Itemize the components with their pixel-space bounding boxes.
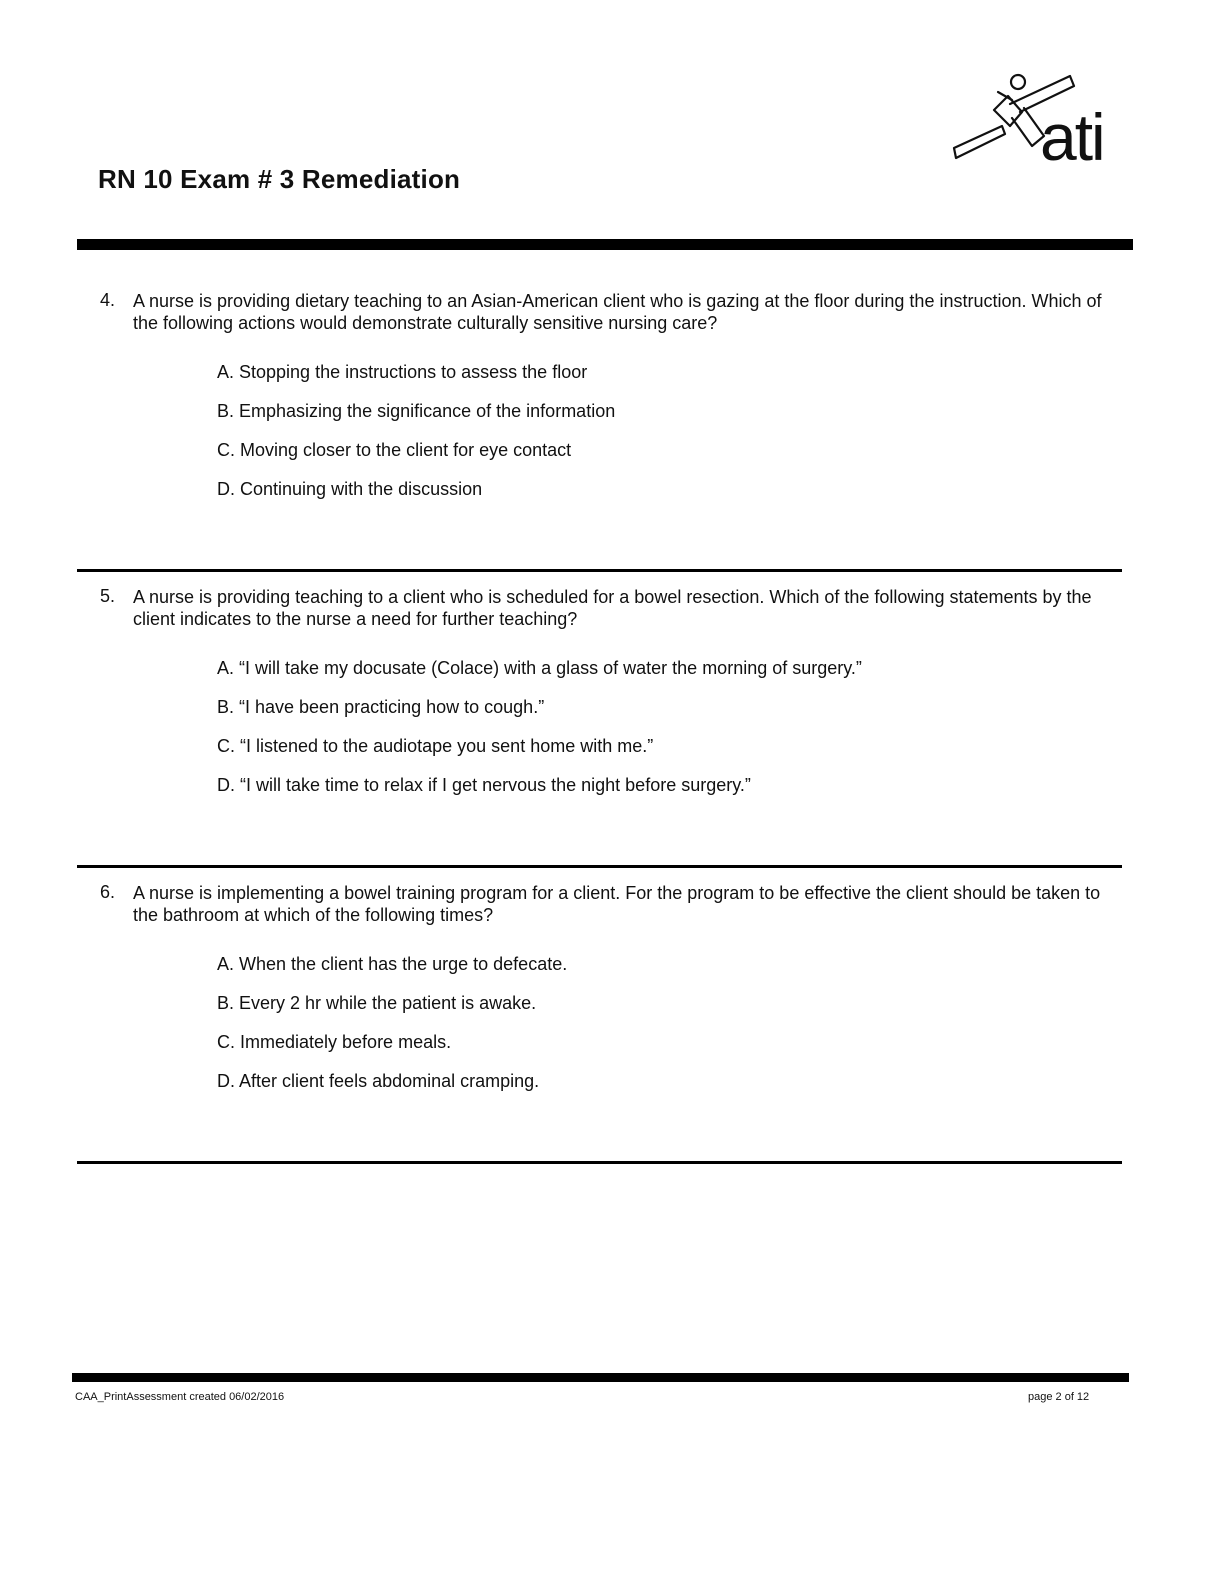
question-text: A nurse is providing teaching to a client who is scheduled for a bowel resection. Which of the following statements by the client indicates to the nurse a need for further teaching? — [133, 587, 1092, 629]
question-text: A nurse is providing dietary teaching to an Asian-American client who is gazing at the floor during the instruction. Which of the following actions would demonstrate culturally sensitive nursing care? — [133, 291, 1102, 333]
option-c: C. Moving closer to the client for eye contact — [217, 440, 572, 460]
question-number: 6. — [100, 882, 116, 902]
question-5 — [100, 586, 1110, 813]
ati-logo-text: ati — [1040, 100, 1104, 174]
question-number: 5. — [100, 586, 116, 606]
footer-divider — [72, 1373, 1129, 1382]
answer-options — [217, 657, 1110, 813]
option-a: A. Stopping the instructions to assess the floor — [217, 362, 588, 382]
question-number: 4. — [100, 290, 116, 310]
option-d: D. Continuing with the discussion — [217, 479, 483, 499]
option-d: D. After client feels abdominal cramping. — [217, 1071, 540, 1091]
header-divider — [77, 239, 1133, 250]
question-divider — [77, 569, 1122, 572]
question-6 — [100, 882, 1110, 1109]
answer-options — [217, 953, 1110, 1109]
answer-options — [217, 361, 1110, 517]
option-b: B. Emphasizing the significance of the information — [217, 401, 616, 421]
option-a: A. When the client has the urge to defecate. — [217, 954, 568, 974]
option-b: B. Every 2 hr while the patient is awake. — [217, 993, 537, 1013]
question-divider — [77, 1161, 1122, 1164]
option-c: C. Immediately before meals. — [217, 1032, 452, 1052]
option-b: B. “I have been practicing how to cough.” — [217, 697, 545, 717]
question-4 — [100, 290, 1110, 517]
question-divider — [77, 865, 1122, 868]
question-text: A nurse is implementing a bowel training program for a client. For the program to be effective the client should be taken to the bathroom at which of the following times? — [133, 883, 1101, 925]
page-number: page 2 of 12 — [1028, 1391, 1090, 1403]
option-a: A. “I will take my docusate (Colace) with a glass of water the morning of surgery.” — [217, 658, 862, 678]
option-c: C. “I listened to the audiotape you sent home with me.” — [217, 736, 654, 756]
page-title: RN 10 Exam # 3 Remediation — [98, 164, 461, 194]
option-d: D. “I will take time to relax if I get nervous the night before surgery.” — [217, 775, 751, 795]
footer-created-note: CAA_PrintAssessment created 06/02/2016 — [75, 1391, 285, 1403]
